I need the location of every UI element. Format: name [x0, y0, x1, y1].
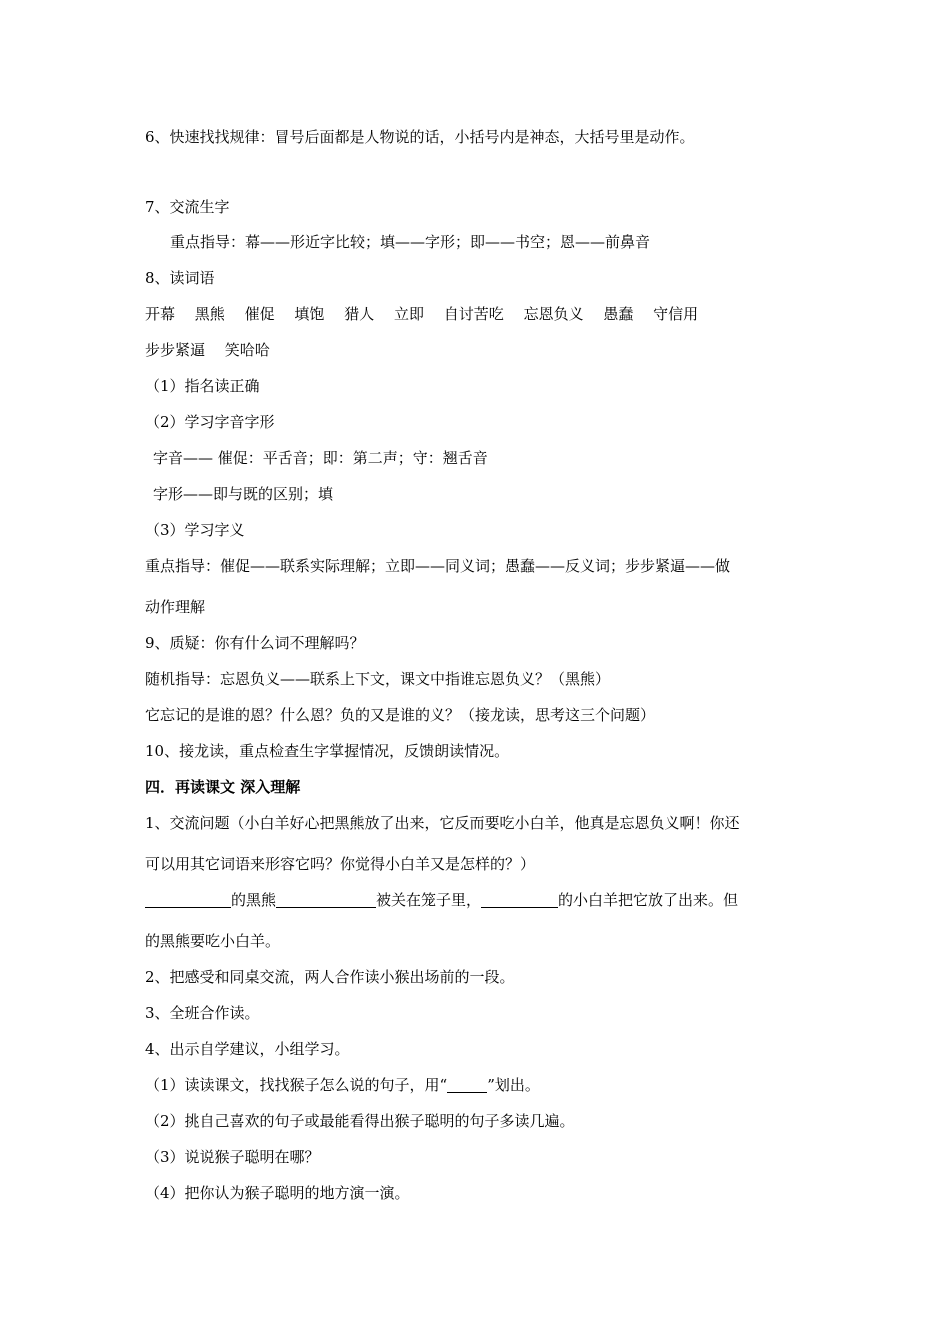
- fill-text: 被关在笼子里，: [376, 891, 482, 909]
- underline-mark: [447, 1077, 487, 1093]
- item-1-line-1: 1、交流问题（小白羊好心把黑熊放了出来，它反而要吃小白羊，他真是忘恩负义啊！你还: [145, 814, 740, 832]
- item-3: 3、全班合作读。: [145, 1004, 260, 1022]
- section-heading-4: 四．再读课文 深入理解: [145, 778, 301, 796]
- word-item: 催促: [244, 305, 275, 323]
- sub-step-3: （3）学习字义: [145, 521, 245, 539]
- glyph-note: 字形——即与既的区别；填: [153, 485, 334, 503]
- suggestion-1-text: （1）读读课文，找找猴子怎么说的句子，用“: [145, 1076, 448, 1094]
- word-item: 守信用: [653, 305, 699, 323]
- word-item: 忘恩负义: [523, 305, 584, 323]
- word-item: 填饱: [294, 305, 325, 323]
- fill-blank[interactable]: [481, 892, 558, 908]
- step-9: 9、质疑：你有什么词不理解吗？: [145, 634, 365, 652]
- fill-text: 的黑熊: [231, 891, 277, 909]
- step-10: 10、接龙读，重点检查生字掌握情况，反馈朗读情况。: [145, 742, 510, 760]
- step-8: 8、读词语: [145, 269, 215, 287]
- suggestion-1-text-end: ”划出。: [487, 1076, 540, 1094]
- word-list-row-1: [145, 304, 713, 324]
- fill-blank[interactable]: [276, 892, 376, 908]
- item-2: 2、把感受和同桌交流，两人合作读小猴出场前的一段。: [145, 968, 515, 986]
- word-list-row-2: [145, 340, 285, 360]
- step-7-guidance: 重点指导：幕——形近字比较；填——字形；即——书空；恩——前鼻音: [170, 233, 651, 251]
- pronunciation-note: 字音—— 催促：平舌音；即：第二声；守：翘舌音: [153, 449, 488, 467]
- suggestion-4: （4）把你认为猴子聪明的地方演一演。: [145, 1184, 410, 1202]
- step-9-guidance: 随机指导：忘恩负义——联系上下文，课文中指谁忘恩负义？（黑熊）: [145, 670, 611, 688]
- step-9-questions: 它忘记的是谁的恩？什么恩？负的又是谁的义？（接龙读，思考这三个问题）: [145, 706, 656, 724]
- word-item: 猎人: [344, 305, 375, 323]
- word-item: 步步紧逼: [145, 341, 206, 359]
- step-6: 6、快速找找规律：冒号后面都是人物说的话，小括号内是神态，大括号里是动作。: [145, 128, 695, 146]
- suggestion-1: [145, 1075, 540, 1095]
- fill-in-sentence-line-1: [145, 890, 738, 910]
- word-item: 立即: [393, 305, 424, 323]
- word-item: 自讨苦吃: [443, 305, 504, 323]
- item-1-line-2: 可以用其它词语来形容它吗？你觉得小白羊又是怎样的？）: [145, 855, 536, 873]
- word-item: 开幕: [145, 305, 176, 323]
- word-item: 笑哈哈: [224, 341, 270, 359]
- item-4: 4、出示自学建议，小组学习。: [145, 1040, 350, 1058]
- suggestion-2: （2）挑自己喜欢的句子或最能看得出猴子聪明的句子多读几遍。: [145, 1112, 575, 1130]
- step-7: 7、交流生字: [145, 198, 230, 216]
- fill-text: 的小白羊把它放了出来。但: [558, 891, 739, 909]
- sub-step-2: （2）学习字音字形: [145, 413, 275, 431]
- word-item: 愚蠢: [603, 305, 634, 323]
- word-item: 黑熊: [194, 305, 225, 323]
- fill-in-sentence-line-2: 的黑熊要吃小白羊。: [145, 932, 281, 950]
- sub-step-1: （1）指名读正确: [145, 377, 260, 395]
- fill-blank[interactable]: [145, 892, 231, 908]
- suggestion-3: （3）说说猴子聪明在哪？: [145, 1148, 320, 1166]
- meaning-guidance-line-2: 动作理解: [145, 598, 206, 616]
- meaning-guidance-line-1: 重点指导：催促——联系实际理解；立即——同义词；愚蠢——反义词；步步紧逼——做: [145, 557, 731, 575]
